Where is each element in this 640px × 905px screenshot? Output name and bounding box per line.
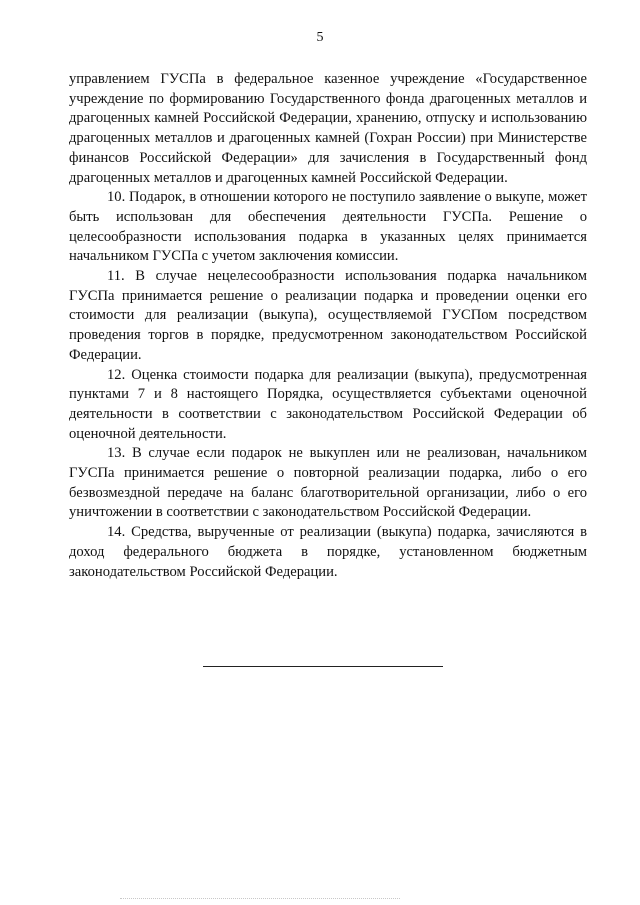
paragraph-item-13: 13. В случае если подарок не выкуплен или не реализован, начальником ГУСПа принимается решение о повторной реализации подарка, либо о его безвозмездной передаче на баланс благотворительной организации, либо о его уничтожении в соответствии с законодательством Российской Федерации. bbox=[69, 445, 587, 521]
page-number: 5 bbox=[316, 30, 324, 45]
document-body bbox=[69, 70, 587, 582]
paragraph-continuation: управлением ГУСПа в федеральное казенное учреждение «Государственное учреждение по формированию Государственного фонда драгоценных металлов и драгоценных камней Российской Федерации, хранению, отпуску и использованию драгоценных металлов и драгоценных камней (Гохран России) при Министерстве финансов Российской Федерации» для зачисления в Государственный фонд драгоценных металлов и драгоценных камней Российской Федерации. bbox=[69, 71, 587, 186]
end-of-document-rule bbox=[203, 666, 443, 667]
paragraph-item-14: 14. Средства, вырученные от реализации (выкупа) подарка, зачисляются в доход федерального бюджета в порядке, установленном бюджетным законодательством Российской Федерации. bbox=[69, 524, 587, 580]
paragraph-item-11: 11. В случае нецелесообразности использования подарка начальником ГУСПа принимается решение о реализации подарка и проведении оценки его стоимости для реализации (выкупа), осуществляемой ГУСПом посредством проведения торгов в порядке, предусмотренном законодательством Российской Федерации. bbox=[69, 268, 587, 363]
paragraph-item-10: 10. Подарок, в отношении которого не поступило заявление о выкупе, может быть использован для обеспечения деятельности ГУСПа. Решение о целесообразности использования подарка в указанных целях принимается начальником ГУСПа с учетом заключения комиссии. bbox=[69, 189, 587, 265]
scan-artifact-marks bbox=[120, 898, 400, 903]
paragraph-item-12: 12. Оценка стоимости подарка для реализации (выкупа), предусмотренная пунктами 7 и 8 настоящего Порядка, осуществляется субъектами оценочной деятельности в соответствии с законодательством Российской Федерации об оценочной деятельности. bbox=[69, 366, 587, 442]
